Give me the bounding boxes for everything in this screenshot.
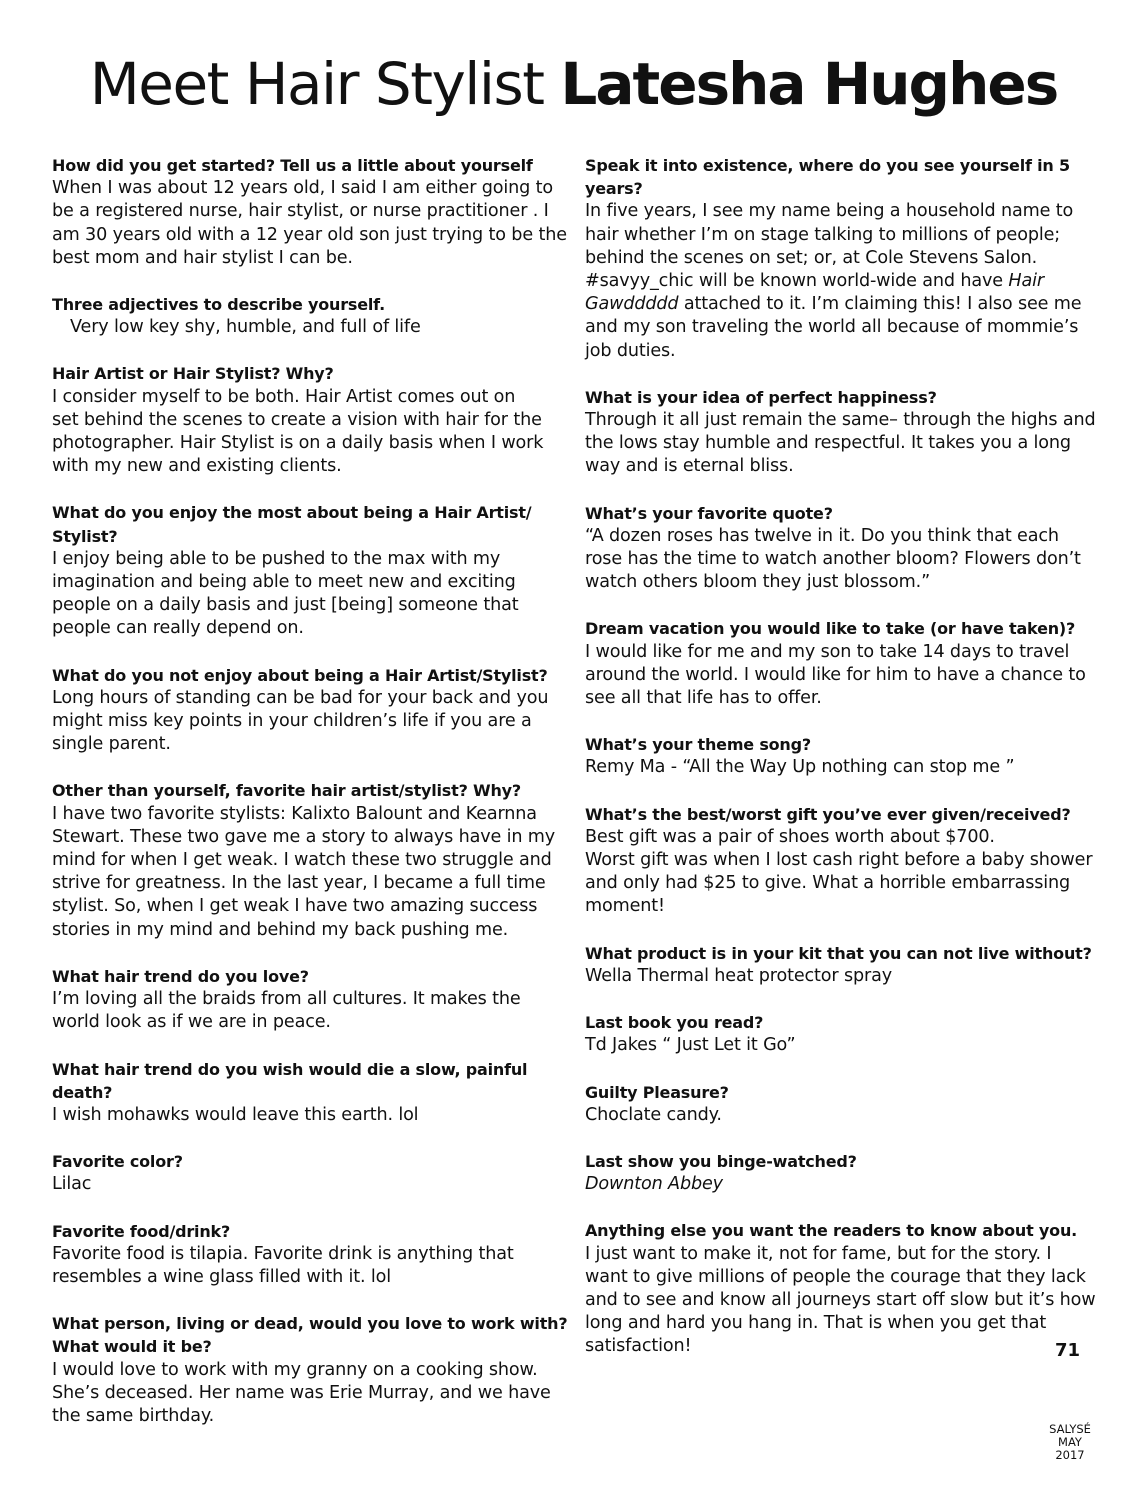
answer: I’m loving all the braids from all cultures. It makes the world look as if we are in peace. (52, 989, 521, 1033)
question: Last book you read? (585, 1013, 764, 1033)
answer: Downton Abbey (585, 1174, 723, 1195)
qa-block (52, 362, 572, 478)
qa-block (52, 1150, 572, 1196)
page-title (0, 44, 1147, 124)
qa-block (52, 1058, 572, 1128)
answer: I would like for me and my son to take 14 days to travel around the world. I would like for him to have a chance to see all that life has to offer. (585, 641, 1086, 709)
qa-block (52, 1220, 572, 1290)
answer: Through it all just remain the same– through the highs and the lows stay humble and respectful. It takes you a long way and is eternal bliss. (585, 410, 1096, 477)
footer-year: 2017 (1055, 1448, 1085, 1462)
answer: Wella Thermal heat protector spray (585, 965, 892, 986)
question: What’s your theme song? (585, 735, 811, 755)
answer: I wish mohawks would leave this earth. lol (52, 1104, 419, 1125)
answer: I just want to make it, not for fame, but for the story. I want to give millions of people the courage that they lack and to see and know all journeys start off slow but it’s how long and hard you hang in. That is when you get that satisfaction! (585, 1243, 1096, 1357)
qa-block (585, 942, 1097, 988)
footer-month: MAY (1058, 1435, 1082, 1449)
answer (585, 200, 1097, 362)
answer: Remy Ma - “All the Way Up nothing can stop me ” (585, 757, 1015, 778)
question: Last show you binge-watched? (585, 1151, 857, 1171)
qa-block (585, 803, 1097, 919)
page-number: 71 (1055, 1340, 1081, 1361)
answer: “A dozen roses has twelve in it. Do you think that each rose has the time to watch another bloom? Flowers don’t watch others bloom they just blossom.” (585, 525, 1081, 593)
question: Speak it into existence, where do you see yourself in 5 years? (585, 156, 1070, 199)
answer-part: attached to it. I’m claiming this! I also see me and my son traveling the world all because of mommie’s job duties. (585, 294, 1082, 361)
qa-block (585, 617, 1097, 710)
qa-block (585, 1150, 1097, 1196)
qa-block (585, 154, 1097, 363)
qa-block (585, 1219, 1097, 1358)
qa-block (585, 386, 1097, 479)
answer: I enjoy being able to be pushed to the max with my imagination and being able to meet new and exciting people on a daily basis and just [being] someone that people can really depend on. (52, 548, 519, 639)
answer: Choclate candy. (585, 1104, 722, 1125)
answer: Long hours of standing can be bad for your back and you might miss key points in your children’s life if you are a single parent. (52, 687, 549, 755)
answer-emphasis: Hair Gawddddd (585, 271, 1044, 315)
question: What’s your favorite quote? (585, 503, 833, 523)
right-column (585, 154, 1097, 1382)
qa-block (585, 502, 1097, 595)
magazine-footer (1040, 1423, 1100, 1462)
left-column (52, 154, 572, 1451)
answer: When I was about 12 years old, I said I am either going to be a registered nurse, hair stylist, or nurse practitioner . I am 30 years old with a 12 year old son just trying to be the best mom and hair stylist I can be. (52, 178, 567, 268)
qa-block (52, 154, 572, 270)
title-name: Latesha Hughes (560, 50, 1058, 118)
qa-block (52, 965, 572, 1035)
answer: I consider myself to be both. Hair Artist comes out on set behind the scenes to create a vision with hair for the photographer. Hair Stylist is on a daily basis when I work with my new and existing clients. (52, 386, 544, 477)
answer: I would love to work with my granny on a cooking show. She’s deceased. Her name was Erie Murray, and we have the same birthday. (52, 1359, 551, 1426)
question: How did you get started? Tell us a little about yourself (52, 156, 533, 175)
answer: Best gift was a pair of shoes worth about $700. Worst gift was when I lost cash right before a baby shower and only had $25 to give. What a horrible embarrassing moment! (585, 826, 1093, 917)
question: What is your idea of perfect happiness? (585, 387, 937, 407)
question: What do you enjoy the most about being a Hair Artist/ Stylist? (52, 503, 532, 546)
qa-block (52, 779, 572, 941)
question: Three adjectives to describe yourself. (52, 295, 385, 315)
question: Favorite food/drink? (52, 1221, 231, 1241)
question: What person, living or dead, would you love to work with? What would it be? (52, 1314, 568, 1357)
qa-block (52, 501, 572, 640)
footer-magazine-name: SALYSÉ (1049, 1422, 1091, 1436)
qa-block (52, 664, 572, 757)
question: What hair trend do you wish would die a slow, painful death? (52, 1059, 528, 1102)
qa-block (585, 1081, 1097, 1127)
question: What’s the best/worst gift you’ve ever given/received? (585, 804, 1071, 824)
title-prefix: Meet Hair Stylist (89, 50, 561, 118)
qa-block (585, 733, 1097, 779)
question: What do you not enjoy about being a Hair Artist/Stylist? (52, 665, 548, 685)
qa-block (585, 1011, 1097, 1057)
answer: Td Jakes “ Just Let it Go” (585, 1035, 796, 1056)
qa-block (52, 293, 572, 339)
question: Dream vacation you would like to take (or have taken)? (585, 619, 1076, 639)
qa-block (52, 1312, 572, 1428)
answer: I have two favorite stylists: Kalixto Balount and Kearnna Stewart. These two gave me a story to always have in my mind for when I get weak. I watch these two struggle and strive for greatness. In the last year, I became a full time stylist. So, when I get weak I have two amazing success stories in my mind and behind my back pushing me. (52, 803, 556, 940)
question: Other than yourself, favorite hair artist/stylist? Why? (52, 781, 521, 801)
question: Guilty Pleasure? (585, 1082, 729, 1102)
answer-part: In five years, I see my name being a household name to hair whether I’m on stage talking to millions of people; behind the scenes on set; or, at Cole Stevens Salon. #savyy_chic will be known world-wide and have (585, 201, 1074, 292)
question: What hair trend do you love? (52, 966, 309, 986)
question: Anything else you want the readers to know about you. (585, 1221, 1078, 1241)
question: What product is in your kit that you can not live without? (585, 943, 1092, 963)
question: Hair Artist or Hair Stylist? Why? (52, 364, 334, 384)
answer: Very low key shy, humble, and full of life (70, 317, 421, 338)
question: Favorite color? (52, 1152, 183, 1172)
answer: Lilac (52, 1174, 92, 1195)
answer: Favorite food is tilapia. Favorite drink is anything that resembles a wine glass filled with it. lol (52, 1243, 514, 1287)
